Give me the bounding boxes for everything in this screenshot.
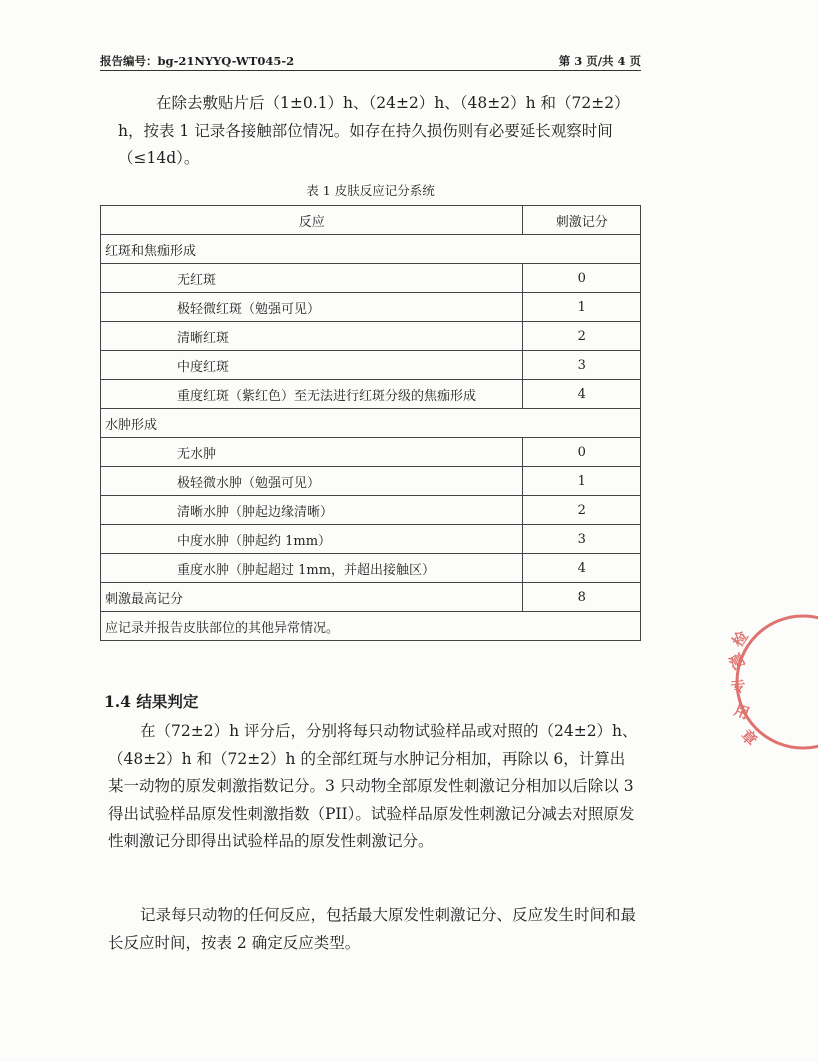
table-row	[101, 496, 641, 525]
table-row	[101, 322, 641, 351]
skin-reaction-table	[100, 205, 641, 641]
erythema-group-spacer	[523, 235, 641, 264]
reaction-score: 2	[523, 322, 641, 351]
report-number: 报告编号：bg-21NYYQ-WT045-2	[100, 54, 295, 68]
header-score: 刺激记分	[523, 206, 641, 235]
reaction-score: 2	[523, 496, 641, 525]
reaction-label: 无红斑	[101, 264, 523, 293]
svg-text:测: 测	[726, 650, 749, 674]
result-paragraph-1: 在（72±2）h 评分后，分别将每只动物试验样品或对照的（24±2）h、（48±2）h 和（72±2）h 的全部红斑与水肿记分相加，再除以 6，计算出某一动物的原发刺激指数记分。3 只动物全部原发性刺激记分相加以后除以 3 得出试验样品原发性刺激指数（PII）。试验样品原发性刺激记分减去对照原发性刺激记分即得出试验样品的原发性刺激记分。	[108, 722, 638, 850]
intro-paragraph: 在除去敷贴片后（1±0.1）h、（24±2）h、（48±2）h 和（72±2）h，按表 1 记录各接触部位情况。如存在持久损伤则有必要延长观察时间（≤14d）。	[118, 94, 630, 167]
reaction-score: 1	[523, 467, 641, 496]
erythema-group-row	[101, 235, 641, 264]
section-title: 1.4 结果判定	[104, 692, 199, 711]
table-row	[101, 525, 641, 554]
reaction-score: 0	[523, 264, 641, 293]
table-row	[101, 351, 641, 380]
table-caption: 表 1 皮肤反应记分系统	[306, 183, 435, 198]
reaction-label: 中度水肿（肿起约 1mm）	[101, 525, 523, 554]
reaction-label: 中度红斑	[101, 351, 523, 380]
max-score-value: 8	[523, 583, 641, 612]
result-paragraph-2: 记录每只动物的任何反应，包括最大原发性刺激记分、反应发生时间和最长反应时间，按表 2 确定反应类型。	[108, 906, 637, 952]
note-row	[101, 612, 641, 641]
reaction-label: 重度红斑（紫红色）至无法进行红斑分级的焦痂形成	[101, 380, 523, 409]
table-note: 应记录并报告皮肤部位的其他异常情况。	[101, 612, 641, 641]
table-row	[101, 264, 641, 293]
edema-group-row	[101, 409, 641, 438]
erythema-group-label: 红斑和焦痂形成	[101, 235, 523, 264]
reaction-score: 0	[523, 438, 641, 467]
reaction-score: 3	[523, 351, 641, 380]
table-row	[101, 438, 641, 467]
table-row	[101, 380, 641, 409]
max-score-row	[101, 583, 641, 612]
page-header	[100, 50, 641, 71]
table-row	[101, 293, 641, 322]
svg-text:检: 检	[728, 627, 752, 651]
reaction-score: 4	[523, 380, 641, 409]
svg-text:专: 专	[729, 676, 747, 696]
table-header-row	[101, 206, 641, 235]
reaction-label: 极轻微水肿（勉强可见）	[101, 467, 523, 496]
reaction-score: 4	[523, 554, 641, 583]
edema-group-label: 水肿形成	[101, 409, 523, 438]
reaction-score: 1	[523, 293, 641, 322]
reaction-score: 3	[523, 525, 641, 554]
table-row	[101, 467, 641, 496]
reaction-label: 极轻微红斑（勉强可见）	[101, 293, 523, 322]
max-score-label: 刺激最高记分	[101, 583, 523, 612]
header-reaction: 反应	[101, 206, 523, 235]
svg-text:用: 用	[731, 700, 752, 723]
reaction-label: 无水肿	[101, 438, 523, 467]
reaction-label: 重度水肿（肿起超过 1mm，并超出接触区）	[101, 554, 523, 583]
edema-group-spacer	[523, 409, 641, 438]
svg-text:章: 章	[737, 726, 761, 750]
red-seal-stamp	[728, 612, 818, 752]
page-indicator: 第 3 页/共 4 页	[558, 54, 641, 68]
table-row	[101, 554, 641, 583]
reaction-label: 清晰水肿（肿起边缘清晰）	[101, 496, 523, 525]
reaction-label: 清晰红斑	[101, 322, 523, 351]
